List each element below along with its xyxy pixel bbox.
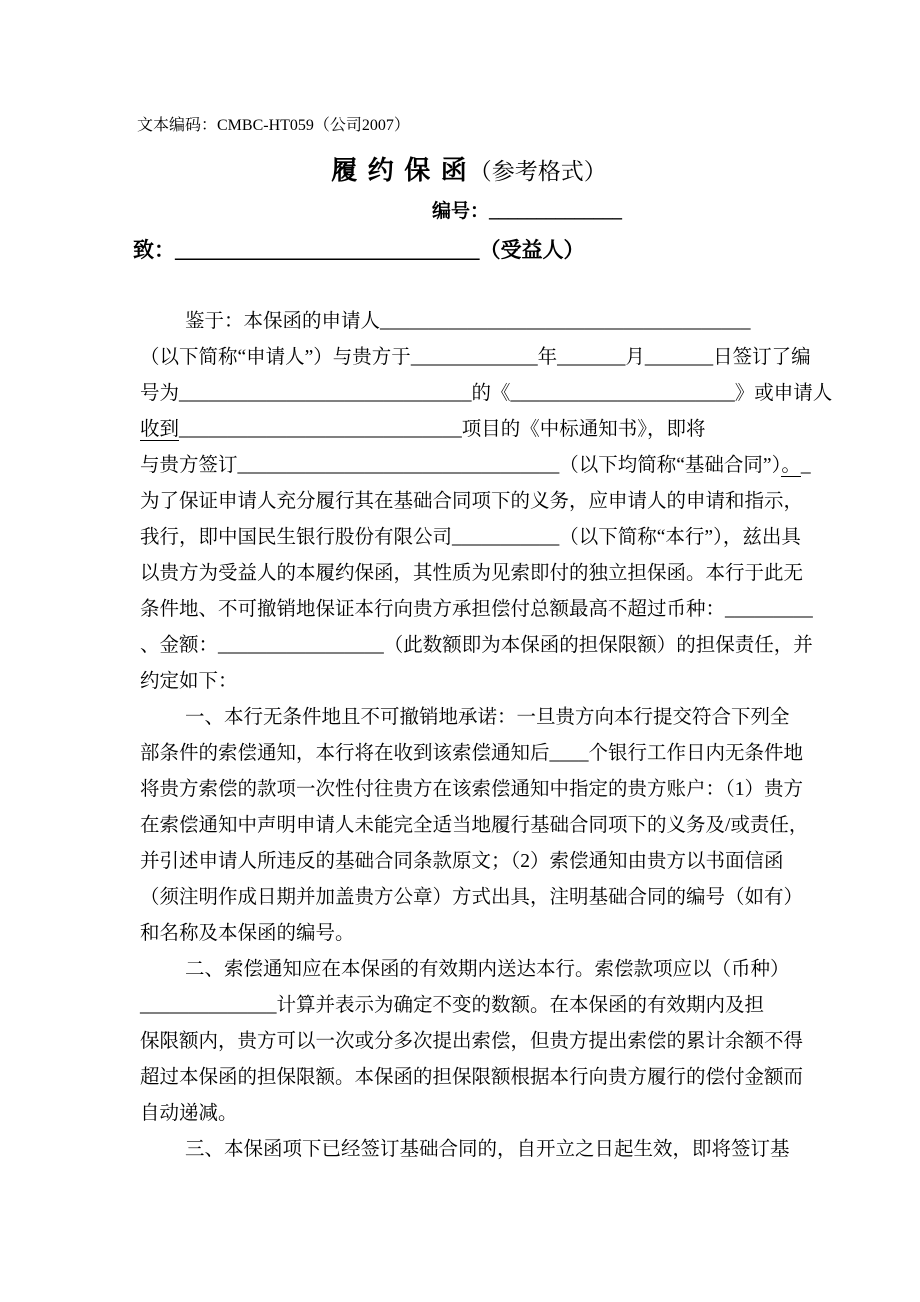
blank-field: _______	[557, 347, 626, 368]
blank-field: _____________	[410, 347, 538, 368]
blank-field: _________________________________	[237, 455, 560, 476]
body-line	[140, 988, 800, 1024]
text-segment: 二、索偿通知应在本保函的有效期内送达本行。索偿款项应以（币种）	[185, 959, 790, 980]
addressee-line	[133, 236, 585, 264]
number-blank-field: ______________	[489, 201, 623, 222]
body-line	[140, 772, 804, 808]
text-segment: 号为	[140, 383, 180, 404]
underlined-text: 收到	[140, 419, 180, 440]
text-segment: 月	[625, 347, 645, 368]
body-line	[140, 1060, 804, 1096]
title-main: 履 约 保 函	[331, 156, 469, 185]
text-segment: 鉴于：本保函的申请人	[185, 311, 381, 332]
body-line	[140, 628, 813, 664]
body-line	[140, 808, 809, 844]
text-segment: （以下简称“本行”），兹出具	[559, 527, 801, 548]
body-line	[140, 880, 804, 916]
body-line	[140, 520, 800, 556]
text-segment: 计算并表示为确定不变的数额。在本保函的有效期内及担	[276, 995, 765, 1016]
body-line	[140, 700, 800, 736]
blank-field: ______________	[140, 995, 277, 1016]
body-line	[140, 412, 800, 448]
blank-field: _______________________	[510, 383, 735, 404]
text-segment: （以下简称“申请人”）与贵方于	[140, 347, 411, 368]
title-sub: （参考格式）	[468, 159, 607, 184]
text-segment: 将贵方索偿的款项一次性付往贵方在该索偿通知中指定的贵方账户：（1）贵方	[140, 779, 804, 800]
text-segment: 三、本保函项下已经签订基础合同的，自开立之日起生效，即将签订基	[185, 1139, 790, 1160]
blank-field: _	[800, 455, 811, 476]
text-segment: 、金额：	[140, 635, 219, 656]
text-segment: 并引述申请人所违反的基础合同条款原文；（2）索偿通知由贵方以书面信函	[140, 851, 784, 872]
addressee-suffix: （受益人）	[479, 238, 585, 262]
document-title	[140, 150, 798, 187]
text-segment: （此数额即为本保函的担保限额）的担保责任，并	[383, 635, 813, 656]
body-line	[140, 952, 800, 988]
blank-field: ___________	[452, 527, 560, 548]
body-line	[140, 736, 804, 772]
blank-field: _____________________________	[179, 419, 462, 440]
body-line	[140, 448, 811, 484]
underlined-text: 。	[781, 455, 801, 476]
text-segment: 个银行工作日内无条件地	[588, 743, 804, 764]
blank-field: ______________________________________	[380, 311, 751, 332]
text-segment: 项目的《中标通知书》，即将	[461, 419, 706, 440]
body-line	[140, 484, 804, 520]
addressee-label: 致：	[133, 238, 175, 262]
blank-field: _________________	[218, 635, 384, 656]
text-segment: 条件地、不可撤销地保证本行向贵方承担偿付总额最高不超过币种：	[140, 599, 726, 620]
text-segment: （须注明作成日期并加盖贵方公章）方式出具，注明基础合同的编号（如有）	[140, 887, 804, 908]
body-line	[140, 844, 800, 880]
blank-field: _________	[725, 599, 813, 620]
number-line	[432, 199, 622, 225]
text-segment: 日签订了编	[713, 347, 811, 368]
body-line	[140, 556, 804, 592]
body-line	[140, 916, 800, 952]
body-line	[140, 664, 800, 700]
blank-field: ____	[549, 743, 589, 764]
body-line	[140, 1096, 800, 1132]
text-segment: 部条件的索偿通知，本行将在收到该索偿通知后	[140, 743, 550, 764]
text-segment: 约定如下：	[140, 671, 238, 692]
addressee-blank-field: _____________________________	[175, 238, 480, 262]
body-line	[140, 340, 811, 376]
body-line	[140, 304, 800, 340]
text-segment: 保限额内，贵方可以一次或分多次提出索偿，但贵方提出索偿的累计余额不得	[140, 1031, 804, 1052]
text-segment: 在索偿通知中声明申请人未能完全适当地履行基础合同项下的义务及/或责任，	[140, 815, 809, 836]
body-line	[140, 1132, 800, 1168]
document-code: 文本编码：CMBC-HT059（公司2007）	[137, 117, 410, 134]
body-line	[140, 1024, 804, 1060]
text-segment: 超过本保函的担保限额。本保函的担保限额根据本行向贵方履行的偿付金额而	[140, 1067, 804, 1088]
text-segment: 自动递减。	[140, 1103, 238, 1124]
text-segment: 和名称及本保函的编号。	[140, 923, 355, 944]
text-segment: 年	[537, 347, 558, 368]
number-label: 编号：	[432, 201, 490, 222]
text-segment: 》或申请人	[734, 383, 833, 404]
text-segment: 一、本行无条件地且不可撤销地承诺：一旦贵方向本行提交符合下列全	[185, 707, 790, 728]
body-line	[140, 592, 813, 628]
text-segment: 为了保证申请人充分履行其在基础合同项下的义务，应申请人的申请和指示，	[140, 491, 804, 512]
blank-field: _______	[644, 347, 714, 368]
text-segment: 以贵方为受益人的本履约保函，其性质为见索即付的独立担保函。本行于此无	[140, 563, 804, 584]
text-segment: 与贵方签订	[140, 455, 238, 476]
text-segment: 我行，即中国民生银行股份有限公司	[140, 527, 453, 548]
text-segment: 的《	[471, 383, 511, 404]
body-line	[140, 376, 833, 412]
blank-field: ______________________________	[179, 383, 472, 404]
text-segment: （以下均简称“基础合同”）	[559, 455, 782, 476]
document-body	[140, 304, 833, 1168]
